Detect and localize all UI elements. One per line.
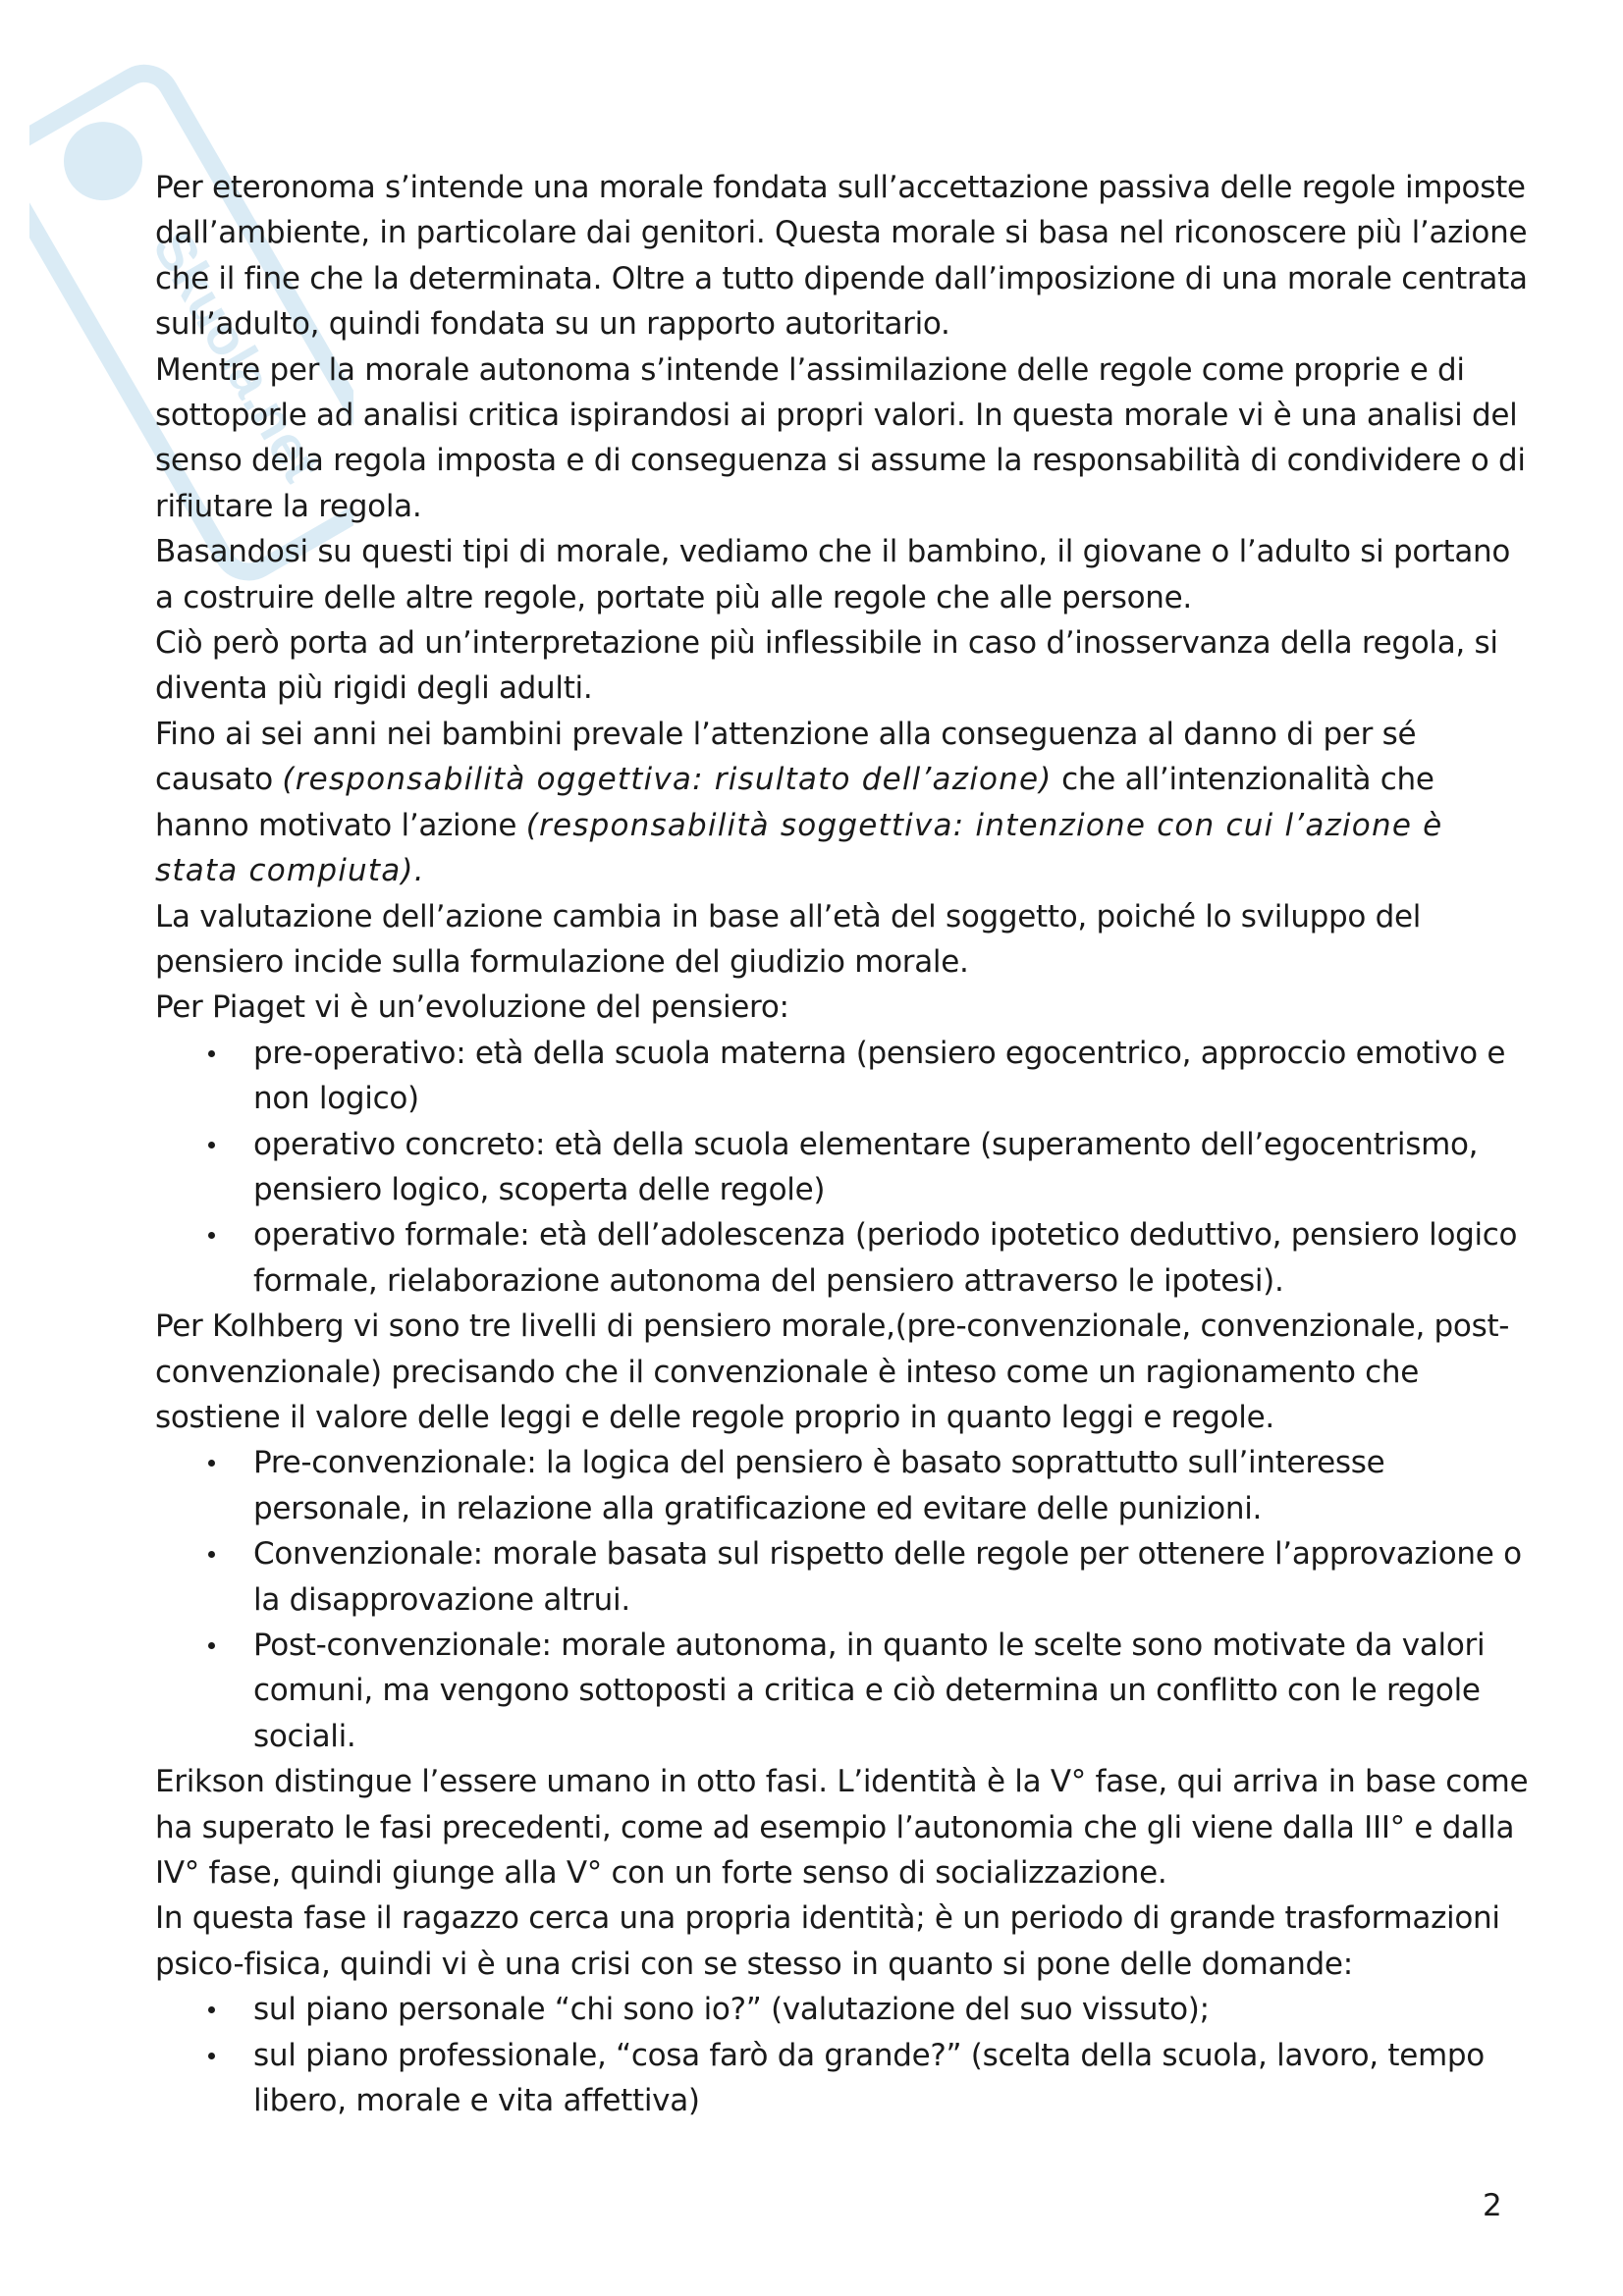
text-segment: che all’intenzionalità che hanno motivato l’azione [155,762,1434,843]
paragraph-autonoma: Mentre per la morale autonoma s’intende l’assimilazione delle regole come proprie e di sottoporle ad analisi critica ispirandosi ai propri valori. In questa morale vi è una analisi del senso della regola imposta e di conseguenza si assume la responsabilità di condividere o di rifiutare la regola. [155,351,1526,524]
italic-oggettiva: (responsabilità oggettiva: risultato dell’azione) [282,762,1053,798]
paragraph-identita: In questa fase il ragazzo cerca una propria identità; è un periodo di grande trasformazioni psico-fisica, quindi vi è una crisi con se stesso in quanto si pone delle domande: [155,1900,1500,1982]
document-body [155,165,1530,2123]
paragraph-interpretazione: Ciò però porta ad un’interpretazione più inflessibile in caso d’inosservanza della regola, si diventa più rigidi degli adulti. [155,625,1498,707]
list-item: sul piano professionale, “cosa farò da grande?” (scelta della scuola, lavoro, tempo libero, morale e vita affettiva) [253,2033,1530,2124]
list-item: sul piano personale “chi sono io?” (valutazione del suo vissuto); [253,1987,1530,2032]
kolhberg-list [155,1440,1530,1759]
list-item: operativo concreto: età della scuola elementare (superamento dell’egocentrismo, pensiero logico, scoperta delle regole) [253,1122,1530,1213]
paragraph-valutazione: La valutazione dell’azione cambia in base all’età del soggetto, poiché lo sviluppo del pensiero incide sulla formulazione del giudizio morale. [155,898,1422,980]
list-item: Pre-convenzionale: la logica del pensiero è basato soprattutto sull’interesse personale, in relazione alla gratificazione ed evitare delle punizioni. [253,1440,1530,1531]
paragraph-basandosi: Basandosi su questi tipi di morale, vediamo che il bambino, il giovane o l’adulto si portano a costruire delle altre regole, portate più alle regole che alle persone. [155,534,1511,615]
svg-text:Skuola.net: Skuola.net [140,219,334,492]
list-item: pre-operativo: età della scuola materna (pensiero egocentrico, approccio emotivo e non logico) [253,1031,1530,1122]
erikson-list [155,1987,1530,2123]
paragraph-kolhberg: Per Kolhberg vi sono tre livelli di pensiero morale,(pre-convenzionale, convenzionale, post-convenzionale) precisando che il convenzionale è inteso come un ragionamento che sostiene il valore delle leggi e delle regole proprio in quanto leggi e regole. [155,1308,1510,1435]
paragraph-erikson: Erikson distingue l’essere umano in otto fasi. L’identità è la V° fase, qui arriva in base come ha superato le fasi precedenti, come ad esempio l’autonomia che gli viene dalla III° e dalla IV° fase, quindi giunge alla V° con un forte senso di socializzazione. [155,1764,1529,1892]
list-item: Post-convenzionale: morale autonoma, in quanto le scelte sono motivate da valori comuni, ma vengono sottoposti a critica e ciò determina un conflitto con le regole sociali. [253,1623,1530,1759]
page-number: 2 [1483,2188,1502,2223]
paragraph-piaget: Per Piaget vi è un’evoluzione del pensiero: [155,989,789,1026]
list-item: operativo formale: età dell’adolescenza (periodo ipotetico deduttivo, pensiero logico formale, rielaborazione autonoma del pensiero attraverso le ipotesi). [253,1212,1530,1304]
paragraph-eteronoma: Per eteronoma s’intende una morale fondata sull’accettazione passiva delle regole imposte dall’ambiente, in particolare dai genitori. Questa morale si basa nel riconoscere più l’azione che il fine che la determinata. Oltre a tutto dipende dall’imposizione di una morale centrata sull’adulto, quindi fondata su un rapporto autoritario. [155,170,1528,343]
paragraph-responsabilita [155,712,1530,894]
text-segment: Fino ai sei anni nei bambini prevale l’attenzione alla conseguenza al danno di per sé causato [155,716,1417,798]
list-item: Convenzionale: morale basata sul rispetto delle regole per ottenere l’approvazione o la disapprovazione altrui. [253,1531,1530,1623]
italic-soggettiva: (responsabilità soggettiva: intenzione con cui l’azione è stata compiuta). [155,807,1443,889]
piaget-list [155,1031,1530,1304]
